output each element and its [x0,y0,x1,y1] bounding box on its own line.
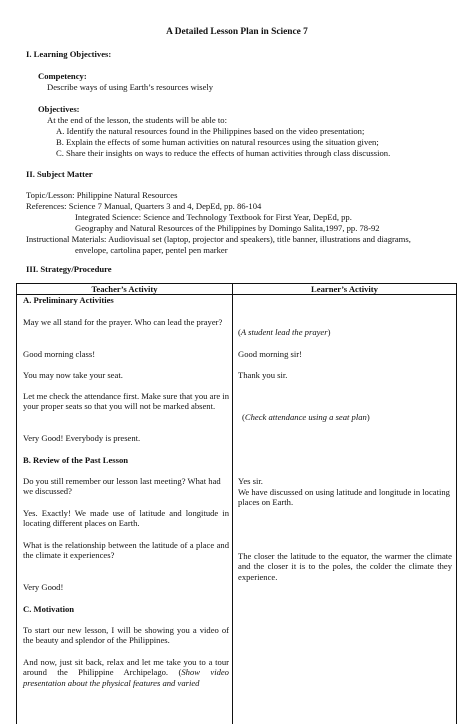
materials-line-2: envelope, cartolina paper, pentel pen marker [75,245,228,255]
learner-thank-you: Thank you sir. [238,370,288,380]
objectives-label: Objectives: [38,104,80,114]
teacher-latitude-question: What is the relationship between the latitude of a place and the climate it experiences? [23,540,229,561]
preliminary-activities-heading: A. Preliminary Activities [23,295,114,305]
topic-line: Topic/Lesson: Philippine Natural Resources [26,190,178,200]
teacher-very-good: Very Good! Everybody is present. [23,433,141,443]
references-line-1: References: Science 7 Manual, Quarters 3 and 4, DepEd, pp. 86-104 [26,201,262,211]
teacher-exactly: Yes. Exactly! We made use of latitude and longitude in locating different places on Earth. [23,508,229,529]
objective-b: B. Explain the effects of some human activities on natural resources using the situation given; [56,137,379,147]
section-learning-objectives-heading: I. Learning Objectives: [26,49,112,59]
procedure-table [16,283,457,724]
teacher-attendance: Let me check the attendance first. Make sure that you are in your proper seats so that you will not be marked absent. [23,391,229,412]
learner-yes-sir: Yes sir. [238,476,263,486]
objectives-intro: At the end of the lesson, the students will be able to: [47,115,227,125]
review-past-lesson-heading: B. Review of the Past Lesson [23,455,129,465]
teacher-activity-header: Teacher’s Activity [91,284,158,294]
teacher-video-intro: To start our new lesson, I will be showing you a video of the beauty and splendor of the Philippines. [23,625,229,646]
learner-good-morning: Good morning sir! [238,349,302,359]
teacher-prayer: May we all stand for the prayer. Who can lead the prayer? [23,317,223,327]
table-column-divider [232,284,233,724]
learner-latitude-answer: The closer the latitude to the equator, the warmer the climate and the closer it is to the poles, the colder the climate they experience. [238,551,452,582]
motivation-heading: C. Motivation [23,604,75,614]
teacher-good-morning: Good morning class! [23,349,96,359]
learner-activity-header: Learner’s Activity [311,284,378,294]
references-line-3: Geography and Natural Resources of the Philippines by Domingo Salita,1997, pp. 78-92 [75,223,380,233]
teacher-review-question: Do you still remember our lesson last meeting? What had we discussed? [23,476,221,497]
learner-attendance: (Check attendance using a seat plan) [242,412,370,422]
learner-prayer-text: A student lead the prayer [240,327,328,337]
learner-attendance-text: Check attendance using a seat plan [244,412,367,422]
section-strategy-heading: III. Strategy/Procedure [26,264,112,274]
document-title: A Detailed Lesson Plan in Science 7 [166,27,308,37]
materials-line-1: Instructional Materials: Audiovisual set (laptop, projector and speakers), title banner, illustrations and diagrams, [26,234,411,244]
competency-text: Describe ways of using Earth’s resources wisely [47,82,214,92]
teacher-tour-text: And now, just sit back, relax and let me take you to a tour around the Philippine Archipelago. ( [23,657,229,678]
teacher-very-good-2: Very Good! [23,582,64,592]
teacher-tour-direction: Show video presentation about the physical features and varied [23,667,229,688]
learner-review-answer: We have discussed on using latitude and longitude in locating places on Earth. [238,487,450,508]
competency-label: Competency: [38,71,87,81]
section-subject-matter-heading: II. Subject Matter [26,169,93,179]
teacher-tour [23,657,229,688]
objective-c: C. Share their insights on ways to reduce the effects of human activities through class discussion. [56,148,391,158]
references-line-2: Integrated Science: Science and Technology Textbook for First Year, DepEd, pp. [75,212,352,222]
learner-prayer: (A student lead the prayer) [238,327,331,337]
teacher-take-seat: You may now take your seat. [23,370,123,380]
objective-a: A. Identify the natural resources found in the Philippines based on the video presentation; [56,126,365,136]
